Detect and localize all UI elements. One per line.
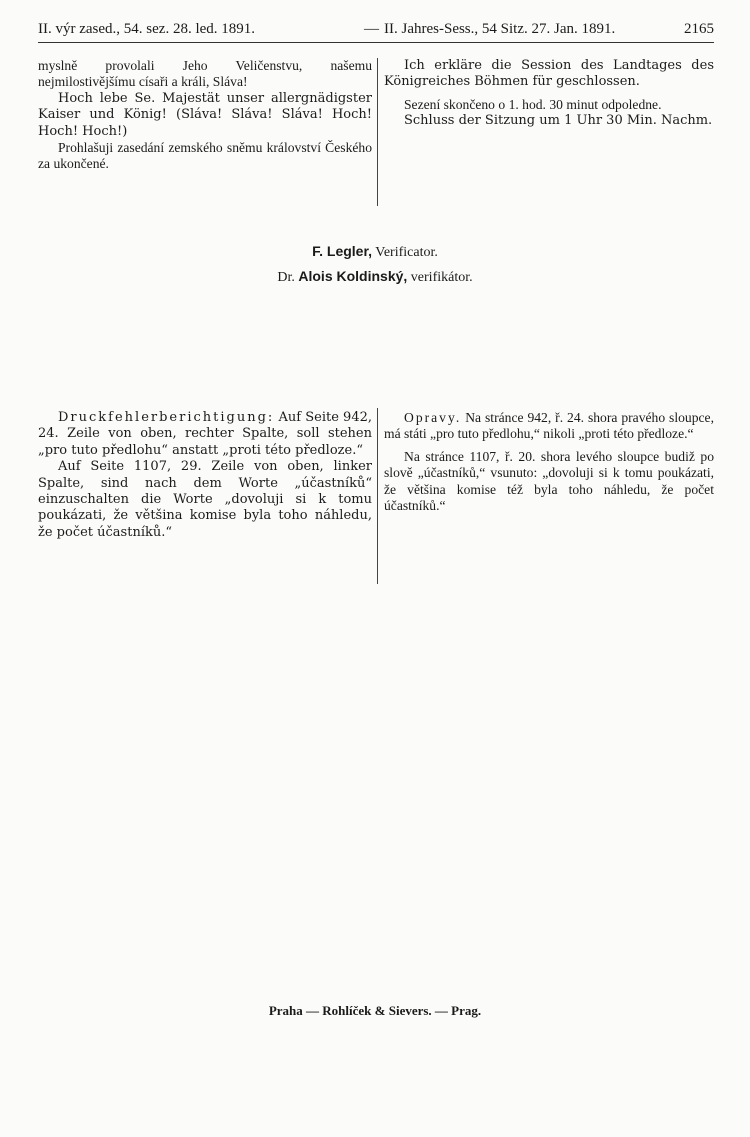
closing-paragraph-6: Schluss der Sitzung um 1 Uhr 30 Min. Nachm. [404, 113, 713, 129]
running-header [38, 18, 714, 40]
verifier-signature-2 [0, 268, 750, 286]
closing-paragraph-4: Ich erkläre die Session des Landtages des Königreiches Böhmen für geschlossen. [384, 58, 714, 90]
errata-text-czech-1: Na stránce 942, ř. 24. shora pravého sloupce, má státi „pro tuto předlohu,“ nikoli „proti této předloze.“ [384, 410, 714, 442]
errata-text-czech-2: Na stránce 1107, ř. 20. shora levého sloupce budiž po slově „účastníků,“ vsunuto: „dovoluji si k tomu poukázati, že většina komise též byla toho náhledu, že počet účastníků.“ [384, 448, 714, 514]
errata-heading-czech: Opravy. [404, 410, 462, 425]
closing-czech-column [38, 58, 372, 173]
errata-heading-german: Druckfehlerberichtigung: [58, 410, 275, 425]
header-separator: — [364, 21, 379, 37]
closing-german-column [384, 58, 714, 130]
printer-imprint: Praha — Rohlíček & Sievers. — Prag. [268, 1003, 482, 1018]
verifier-name-2: Alois Koldinský, [298, 268, 408, 284]
header-rule [38, 42, 714, 43]
errata-german-column [38, 410, 372, 541]
closing-paragraph-3: Prohlašuji zasedání zemského sněmu království Českého za ukončené. [38, 140, 372, 172]
header-german: II. Jahres-Sess., 54 Sitz. 27. Jan. 1891. [384, 21, 616, 37]
closing-paragraph-1: myslně provolali Jeho Veličenstvu, našemu nejmilostivějšímu císaři a králi, Sláva! [38, 58, 372, 90]
header-czech: II. výr zased., 54. sez. 28. led. 1891. [38, 21, 256, 37]
column-divider-2 [377, 408, 378, 584]
column-divider [377, 58, 378, 206]
errata-text-german-1: Auf Seite 942, 24. Zeile von oben, rechter Spalte, soll stehen „pro tuto předlohu“ anstatt „proti této předloze.“ [38, 410, 372, 458]
verifier-role-2: verifikátor. [410, 270, 473, 285]
closing-paragraph-5: Sezení skončeno o 1. hod. 30 minut odpoledne. [404, 96, 662, 112]
verifier-signature-1 [0, 243, 750, 261]
verifier-name-1: F. Legler, [312, 243, 373, 259]
verifier-role-1: Verificator. [375, 245, 438, 260]
errata-czech-column [384, 410, 714, 514]
errata-text-german-2: Auf Seite 1107, 29. Zeile von oben, linker Spalte, sind nach dem Worte „účastníků“ einzuschalten die Worte „dovoluji si k tomu poukázati, že většina komise byla toho náhledu, že počet účastníků.“ [38, 459, 372, 540]
verifier-title-2: Dr. [277, 270, 295, 285]
page-number: 2165 [684, 21, 714, 37]
closing-paragraph-2: Hoch lebe Se. Majestät unser allergnädigster Kaiser und König! (Sláva! Sláva! Sláva! Hoch! Hoch! Hoch!) [38, 90, 372, 139]
